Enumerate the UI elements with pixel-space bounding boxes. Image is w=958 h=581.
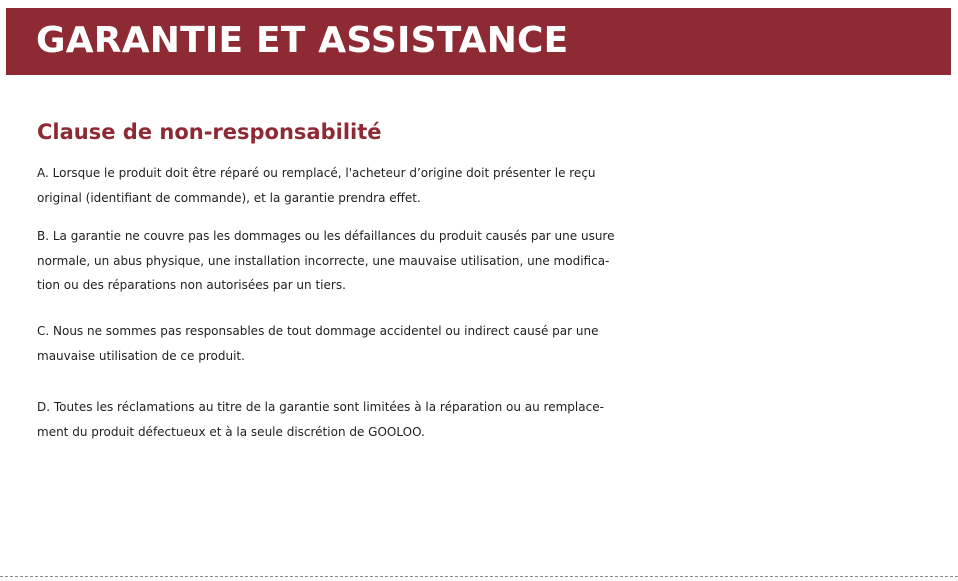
section-title: Clause de non-responsabilité [37, 120, 382, 144]
clause-line: C. Nous ne sommes pas responsables de tout dommage accidentel ou indirect causé par une [37, 324, 599, 338]
page-title: GARANTIE ET ASSISTANCE [36, 20, 569, 61]
clause-line: D. Toutes les réclamations au titre de la garantie sont limitées à la réparation ou au remplace- [37, 400, 604, 414]
clause-a [37, 161, 917, 210]
clause-b [37, 224, 917, 298]
page-bottom-divider [0, 576, 958, 577]
clause-d [37, 395, 917, 444]
clause-line: original (identifiant de commande), et la garantie prendra effet. [37, 190, 421, 205]
clause-line: mauvaise utilisation de ce produit. [37, 348, 245, 363]
clause-c [37, 319, 917, 368]
clause-line: tion ou des réparations non autorisées par un tiers. [37, 278, 346, 292]
clause-line: A. Lorsque le produit doit être réparé ou remplacé, l'acheteur d’origine doit présenter le reçu [37, 166, 596, 180]
header-band [6, 8, 951, 75]
clause-line: B. La garantie ne couvre pas les dommages ou les défaillances du produit causés par une usure [37, 229, 615, 243]
clause-line: normale, un abus physique, une installation incorrecte, une mauvaise utilisation, une modifica- [37, 253, 610, 268]
clause-line: ment du produit défectueux et à la seule discrétion de GOOLOO. [37, 424, 425, 439]
